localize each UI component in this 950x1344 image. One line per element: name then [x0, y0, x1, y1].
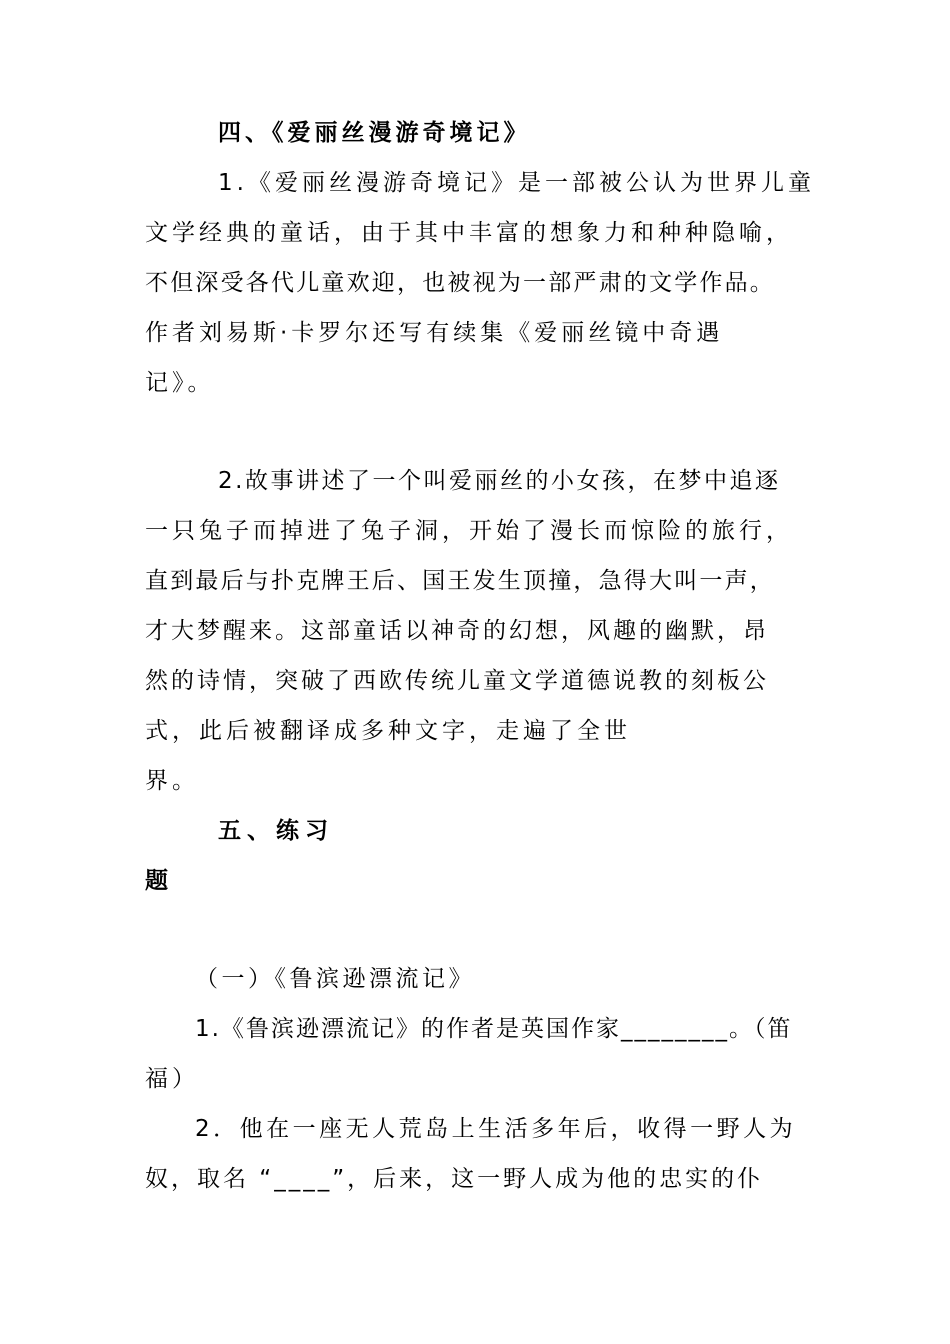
subsection-title-robinson: （一）《鲁滨逊漂流记》 — [195, 966, 475, 992]
question-line: 奴，取名 “____”，后来，这一野人成为他的忠实的仆 — [145, 1166, 764, 1192]
section-heading-exercises: 五、练习 — [218, 818, 334, 844]
paragraph-line: 1.《爱丽丝漫游奇境记》是一部被公认为世界儿童 — [218, 170, 815, 196]
question-line: 2．他在一座无人荒岛上生活多年后，收得一野人为 — [195, 1116, 797, 1142]
question-line: 1.《鲁滨逊漂流记》的作者是英国作家________。（笛 — [195, 1016, 793, 1042]
paragraph-line: 不但深受各代儿童欢迎，也被视为一部严肃的文学作品。 — [145, 270, 775, 296]
paragraph-line: 文学经典的童话，由于其中丰富的想象力和种种隐喻， — [145, 220, 793, 246]
paragraph-line: 界。 — [145, 768, 199, 794]
paragraph-line: 作者刘易斯·卡罗尔还写有续集《爱丽丝镜中奇遇 — [145, 320, 724, 346]
paragraph-line: 才大梦醒来。这部童话以神奇的幻想，风趣的幽默，昂 — [145, 618, 769, 644]
section-heading-exercises-continued: 题 — [145, 868, 172, 894]
paragraph-line: 记》。 — [145, 370, 215, 396]
paragraph-line: 一只兔子而掉进了兔子洞，开始了漫长而惊险的旅行， — [145, 518, 793, 544]
section-heading-alice: 四、《爱丽丝漫游奇境记》 — [218, 120, 531, 146]
paragraph-line: 直到最后与扑克牌王后、国王发生顶撞，急得大叫一声， — [145, 568, 775, 594]
question-line: 福） — [145, 1066, 199, 1092]
paragraph-line: 式，此后被翻译成多种文字，走遍了全世 — [145, 718, 631, 744]
paragraph-line: 然的诗情，突破了西欧传统儿童文学道德说教的刻板公 — [145, 668, 769, 694]
paragraph-line: 2.故事讲述了一个叫爱丽丝的小女孩，在梦中追逐 — [218, 468, 781, 494]
